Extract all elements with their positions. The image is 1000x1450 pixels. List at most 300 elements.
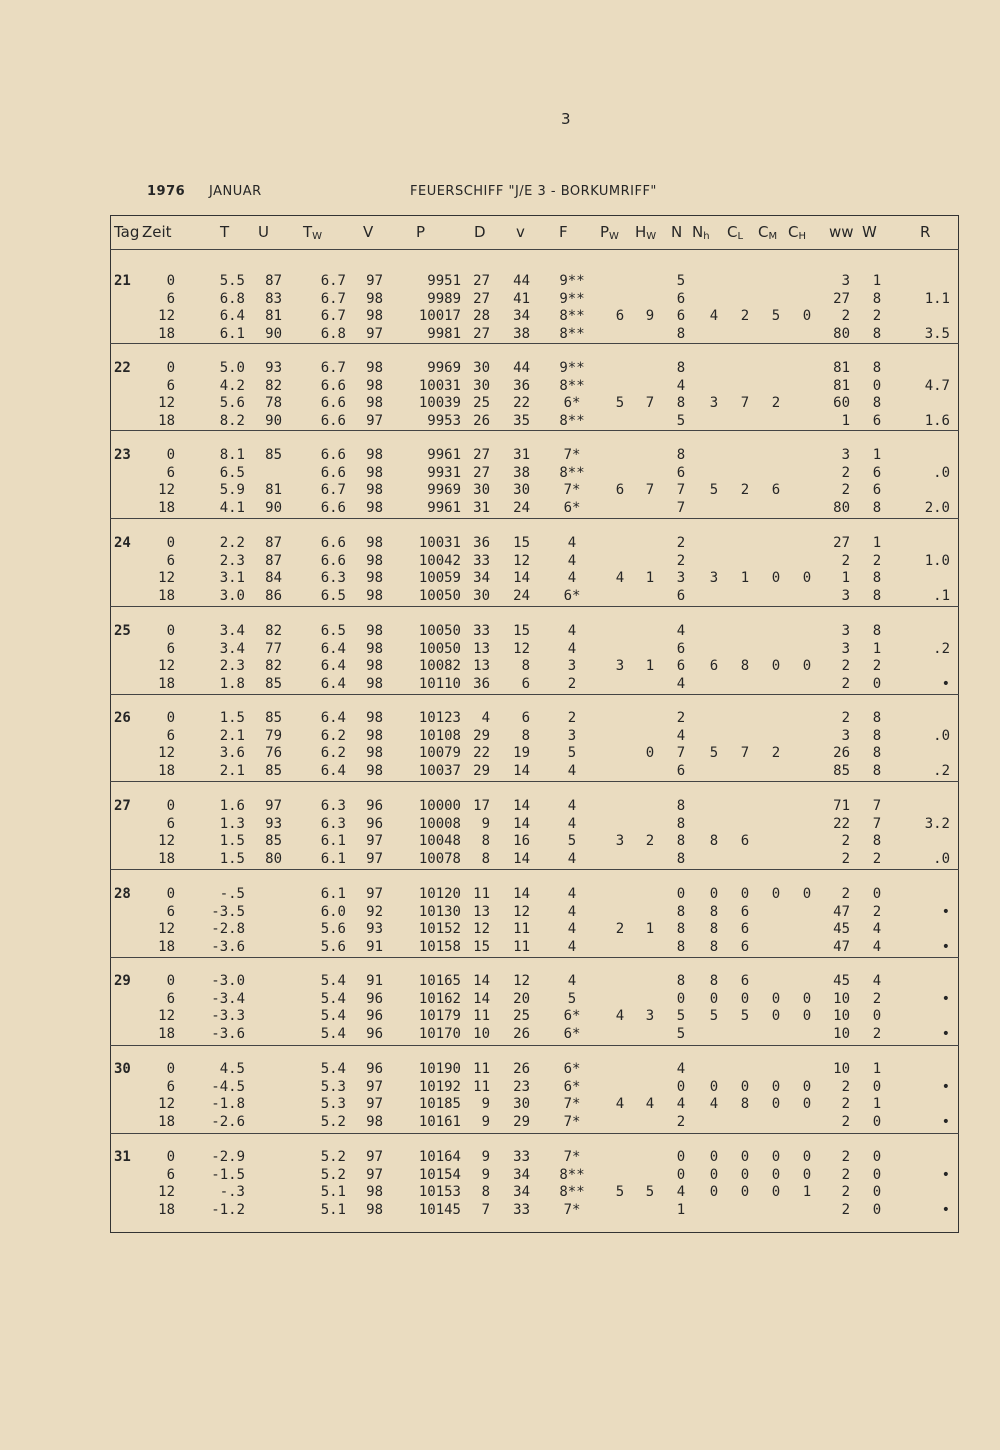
cell-tw: 6.6	[320, 535, 346, 551]
cell-cm: 0	[771, 1184, 781, 1201]
column-header-w: W	[862, 223, 877, 241]
cell-ch: 1	[802, 1184, 812, 1201]
cell-f: 4	[567, 640, 577, 657]
cell-d: 33	[473, 623, 490, 639]
cell-t: -2.6	[211, 1114, 245, 1131]
column-header-cm: $C_M$	[758, 223, 778, 242]
table-row	[110, 762, 959, 780]
cell-r: •	[941, 903, 950, 920]
day-label: 31	[114, 1149, 131, 1165]
cell-nh: 3	[709, 395, 719, 412]
cell-t: -3.5	[211, 903, 245, 920]
cell-d: 30	[473, 360, 490, 376]
cell-d: 9	[481, 1149, 490, 1165]
table-row	[110, 1025, 959, 1043]
cell-t: 8.2	[219, 413, 245, 430]
cell-d: 12	[473, 921, 490, 938]
cell-n: 5	[676, 273, 686, 289]
cell-nh: 5	[709, 745, 719, 762]
cell-n: 0	[676, 1166, 686, 1183]
cell-cl: 0	[740, 990, 750, 1007]
cell-zeit: 6	[166, 1078, 175, 1095]
cell-zeit: 6	[166, 552, 175, 569]
header-year: 1976	[147, 184, 186, 199]
cell-u: 85	[265, 710, 282, 726]
cell-ww: 2	[841, 308, 850, 325]
cell-vv: 97	[366, 851, 383, 868]
cell-cl: 2	[740, 482, 750, 499]
cell-n: 8	[676, 973, 686, 989]
cell-nh: 0	[709, 1078, 719, 1095]
column-header-v: v	[516, 223, 525, 241]
cell-p: 10110	[418, 676, 461, 693]
cell-v: 14	[513, 851, 530, 868]
cell-f: 6*	[563, 588, 581, 605]
cell-v: 11	[513, 921, 530, 938]
cell-ww: 2	[841, 1149, 850, 1165]
cell-zeit: 0	[166, 798, 175, 814]
day-group	[110, 1148, 959, 1228]
cell-ch: 0	[802, 1078, 812, 1095]
cell-ww: 85	[833, 763, 850, 780]
cell-d: 8	[481, 833, 490, 850]
cell-u: 90	[265, 413, 282, 430]
cell-ww: 45	[833, 973, 850, 989]
cell-p: 10108	[418, 727, 461, 744]
table-row	[110, 1095, 959, 1113]
table-row	[110, 1183, 959, 1201]
cell-w: 8	[872, 727, 882, 744]
cell-n: 8	[676, 326, 686, 343]
cell-r: •	[941, 1114, 950, 1131]
cell-n: 4	[676, 1096, 686, 1113]
cell-n: 2	[676, 1114, 686, 1131]
cell-u: 85	[265, 833, 282, 850]
cell-zeit: 12	[158, 658, 175, 675]
page-number: 3	[561, 110, 571, 128]
cell-tw: 6.4	[320, 658, 346, 675]
cell-r: 1.6	[924, 413, 950, 430]
cell-t: 6.8	[219, 290, 245, 307]
table-row	[110, 675, 959, 693]
cell-f: 5	[567, 833, 577, 850]
cell-n: 0	[676, 1078, 686, 1095]
table-row	[110, 797, 959, 815]
cell-zeit: 6	[166, 903, 175, 920]
cell-n: 4	[676, 676, 686, 693]
cell-d: 30	[473, 588, 490, 605]
cell-n: 8	[676, 798, 686, 814]
cell-r: •	[941, 1026, 950, 1043]
cell-d: 27	[473, 464, 490, 481]
cell-nh: 0	[709, 1184, 719, 1201]
cell-f: 4	[567, 552, 577, 569]
cell-ww: 3	[841, 273, 850, 289]
cell-tw: 6.0	[320, 903, 346, 920]
cell-zeit: 18	[158, 500, 175, 517]
cell-vv: 96	[366, 815, 383, 832]
cell-p: 10017	[418, 308, 461, 325]
cell-t: -3.6	[211, 939, 245, 956]
cell-w: 1	[872, 640, 882, 657]
cell-cl: 0	[740, 1184, 750, 1201]
cell-zeit: 18	[158, 851, 175, 868]
cell-v: 34	[513, 308, 530, 325]
cell-zeit: 6	[166, 290, 175, 307]
cell-d: 8	[481, 851, 490, 868]
cell-zeit: 0	[166, 273, 175, 289]
table-row	[110, 307, 959, 325]
cell-tw: 6.3	[320, 798, 346, 814]
cell-t: 4.1	[219, 500, 245, 517]
table-row	[110, 938, 959, 956]
cell-nh: 8	[709, 921, 719, 938]
cell-vv: 98	[366, 570, 383, 587]
cell-v: 23	[513, 1078, 530, 1095]
cell-zeit: 18	[158, 763, 175, 780]
cell-n: 6	[676, 464, 686, 481]
cell-zeit: 0	[166, 360, 175, 376]
cell-r: .0	[933, 851, 950, 868]
column-header-tw: $T_W$	[303, 223, 323, 242]
cell-n: 8	[676, 939, 686, 956]
cell-vv: 98	[366, 535, 383, 551]
cell-f: 8**	[559, 1166, 585, 1183]
cell-ch: 0	[802, 886, 812, 902]
cell-f: 9**	[559, 360, 585, 376]
cell-ww: 47	[833, 903, 850, 920]
cell-zeit: 6	[166, 464, 175, 481]
cell-vv: 97	[366, 833, 383, 850]
cell-p: 10078	[418, 851, 461, 868]
table-row	[110, 481, 959, 499]
cell-f: 4	[567, 798, 577, 814]
cell-p: 10050	[418, 623, 461, 639]
cell-p: 10037	[418, 763, 461, 780]
cell-w: 2	[872, 308, 882, 325]
cell-tw: 6.5	[320, 588, 346, 605]
cell-w: 2	[872, 658, 882, 675]
cell-w: 2	[872, 903, 882, 920]
cell-p: 10059	[418, 570, 461, 587]
cell-t: 1.3	[219, 815, 245, 832]
cell-nh: 5	[709, 482, 719, 499]
cell-n: 4	[676, 623, 686, 639]
cell-tw: 6.7	[320, 273, 346, 289]
cell-p: 10153	[418, 1184, 461, 1201]
cell-u: 85	[265, 447, 282, 463]
cell-t: 6.1	[219, 326, 245, 343]
cell-r: 4.7	[924, 377, 950, 394]
cell-p: 9989	[427, 290, 461, 307]
cell-d: 15	[473, 939, 490, 956]
table-row	[110, 1078, 959, 1096]
cell-nh: 0	[709, 1149, 719, 1165]
cell-d: 9	[481, 1166, 490, 1183]
table-row	[110, 394, 959, 412]
cell-ch: 0	[802, 308, 812, 325]
cell-u: 84	[265, 570, 282, 587]
cell-f: 4	[567, 886, 577, 902]
cell-w: 1	[872, 273, 882, 289]
cell-v: 34	[513, 1166, 530, 1183]
cell-v: 33	[513, 1149, 530, 1165]
cell-u: 87	[265, 535, 282, 551]
cell-zeit: 18	[158, 676, 175, 693]
cell-zeit: 6	[166, 990, 175, 1007]
cell-u: 90	[265, 326, 282, 343]
cell-f: 6*	[563, 500, 581, 517]
cell-nh: 8	[709, 903, 719, 920]
cell-ww: 81	[833, 360, 850, 376]
cell-v: 33	[513, 1202, 530, 1219]
cell-n: 6	[676, 640, 686, 657]
cell-tw: 5.4	[320, 1061, 346, 1077]
cell-t: 1.8	[219, 676, 245, 693]
table-row	[110, 1166, 959, 1184]
cell-u: 77	[265, 640, 282, 657]
cell-cl: 2	[740, 308, 750, 325]
cell-f: 8**	[559, 1184, 585, 1201]
cell-u: 79	[265, 727, 282, 744]
cell-cl: 0	[740, 1149, 750, 1165]
cell-w: 1	[872, 1096, 882, 1113]
cell-v: 44	[513, 360, 530, 376]
cell-ww: 1	[841, 570, 850, 587]
cell-ch: 0	[802, 1149, 812, 1165]
table-row	[110, 850, 959, 868]
cell-n: 5	[676, 1026, 686, 1043]
cell-d: 34	[473, 570, 490, 587]
cell-p: 10039	[418, 395, 461, 412]
cell-ww: 2	[841, 710, 850, 726]
cell-w: 8	[872, 570, 882, 587]
cell-vv: 98	[366, 308, 383, 325]
cell-f: 7*	[563, 482, 581, 499]
cell-p: 10162	[418, 990, 461, 1007]
cell-d: 13	[473, 903, 490, 920]
cell-w: 8	[872, 395, 882, 412]
cell-w: 1	[872, 535, 882, 551]
cell-t: -3.6	[211, 1026, 245, 1043]
day-label: 28	[114, 886, 131, 902]
cell-vv: 97	[366, 1078, 383, 1095]
cell-cl: 0	[740, 1078, 750, 1095]
cell-vv: 97	[366, 413, 383, 430]
cell-d: 26	[473, 413, 490, 430]
cell-u: 82	[265, 377, 282, 394]
table-row	[110, 832, 959, 850]
cell-tw: 6.2	[320, 727, 346, 744]
cell-ww: 2	[841, 886, 850, 902]
cell-tw: 5.4	[320, 1008, 346, 1025]
table-row	[110, 744, 959, 762]
cell-vv: 97	[366, 1149, 383, 1165]
table-row	[110, 727, 959, 745]
cell-zeit: 6	[166, 377, 175, 394]
cell-f: 4	[567, 570, 577, 587]
cell-r: •	[941, 1166, 950, 1183]
cell-vv: 98	[366, 1114, 383, 1131]
cell-nh: 8	[709, 833, 719, 850]
column-header-ww: ww	[829, 223, 854, 241]
cell-cm: 0	[771, 1149, 781, 1165]
cell-v: 44	[513, 273, 530, 289]
cell-v: 11	[513, 939, 530, 956]
cell-ww: 2	[841, 482, 850, 499]
cell-tw: 5.3	[320, 1078, 346, 1095]
cell-ww: 3	[841, 727, 850, 744]
cell-vv: 98	[366, 1184, 383, 1201]
cell-w: 7	[872, 815, 882, 832]
cell-ww: 2	[841, 676, 850, 693]
cell-v: 26	[513, 1026, 530, 1043]
cell-d: 29	[473, 763, 490, 780]
cell-n: 4	[676, 377, 686, 394]
cell-t: 6.5	[219, 464, 245, 481]
cell-w: 0	[872, 1149, 882, 1165]
column-header-ch: $C_H$	[788, 223, 807, 242]
cell-p: 10050	[418, 640, 461, 657]
table-row	[110, 885, 959, 903]
cell-vv: 98	[366, 360, 383, 376]
cell-nh: 8	[709, 973, 719, 989]
cell-t: 5.9	[219, 482, 245, 499]
cell-ch: 0	[802, 1008, 812, 1025]
cell-w: 0	[872, 1166, 882, 1183]
cell-t: 5.0	[219, 360, 245, 376]
cell-ww: 26	[833, 745, 850, 762]
cell-r: .0	[933, 464, 950, 481]
cell-tw: 5.1	[320, 1202, 346, 1219]
cell-tw: 6.3	[320, 815, 346, 832]
day-label: 27	[114, 798, 131, 814]
cell-zeit: 12	[158, 1184, 175, 1201]
cell-tw: 6.6	[320, 395, 346, 412]
cell-hw: 1	[645, 658, 655, 675]
cell-w: 1	[872, 447, 882, 463]
cell-tw: 6.6	[320, 447, 346, 463]
cell-zeit: 18	[158, 1026, 175, 1043]
cell-d: 9	[481, 1096, 490, 1113]
cell-t: 1.6	[219, 798, 245, 814]
cell-n: 3	[676, 570, 686, 587]
cell-zeit: 12	[158, 1096, 175, 1113]
table-row	[110, 990, 959, 1008]
cell-tw: 5.4	[320, 973, 346, 989]
table-row	[110, 377, 959, 395]
table-row	[110, 1148, 959, 1166]
cell-t: 2.1	[219, 763, 245, 780]
cell-vv: 96	[366, 1008, 383, 1025]
cell-u: 85	[265, 763, 282, 780]
cell-d: 30	[473, 482, 490, 499]
cell-ww: 27	[833, 535, 850, 551]
cell-n: 8	[676, 447, 686, 463]
cell-u: 86	[265, 588, 282, 605]
table-row	[110, 290, 959, 308]
cell-n: 7	[676, 745, 686, 762]
cell-r: •	[941, 990, 950, 1007]
cell-vv: 98	[366, 482, 383, 499]
cell-nh: 6	[709, 658, 719, 675]
cell-ww: 2	[841, 1114, 850, 1131]
cell-vv: 98	[366, 464, 383, 481]
cell-n: 4	[676, 727, 686, 744]
cell-ww: 1	[841, 413, 850, 430]
cell-ww: 3	[841, 640, 850, 657]
cell-cm: 0	[771, 1166, 781, 1183]
cell-zeit: 0	[166, 710, 175, 726]
cell-d: 11	[473, 1008, 490, 1025]
cell-w: 6	[872, 482, 882, 499]
cell-d: 4	[481, 710, 490, 726]
cell-p: 10123	[418, 710, 461, 726]
cell-tw: 6.4	[320, 640, 346, 657]
cell-d: 14	[473, 990, 490, 1007]
column-header-vv: V	[363, 223, 374, 241]
cell-tw: 6.2	[320, 745, 346, 762]
cell-tw: 5.2	[320, 1114, 346, 1131]
cell-n: 1	[676, 1202, 686, 1219]
cell-n: 4	[676, 1184, 686, 1201]
cell-u: 90	[265, 500, 282, 517]
cell-p: 9953	[427, 413, 461, 430]
cell-w: 8	[872, 833, 882, 850]
cell-d: 8	[481, 1184, 490, 1201]
cell-n: 6	[676, 290, 686, 307]
cell-r: •	[941, 1202, 950, 1219]
cell-n: 2	[676, 552, 686, 569]
cell-r: 2.0	[924, 500, 950, 517]
cell-n: 2	[676, 710, 686, 726]
cell-r: .2	[933, 763, 950, 780]
cell-zeit: 18	[158, 588, 175, 605]
cell-vv: 98	[366, 727, 383, 744]
cell-n: 0	[676, 886, 686, 902]
cell-n: 8	[676, 851, 686, 868]
cell-tw: 5.2	[320, 1149, 346, 1165]
cell-f: 4	[567, 815, 577, 832]
cell-hw: 2	[645, 833, 655, 850]
column-header-hw: $H_W$	[635, 223, 657, 242]
table-row	[110, 972, 959, 990]
cell-hw: 9	[645, 308, 655, 325]
cell-d: 9	[481, 815, 490, 832]
cell-ww: 2	[841, 833, 850, 850]
cell-f: 3	[567, 727, 577, 744]
cell-d: 31	[473, 500, 490, 517]
cell-nh: 3	[709, 570, 719, 587]
cell-p: 9951	[427, 273, 461, 289]
cell-p: 10192	[418, 1078, 461, 1095]
cell-t: 3.0	[219, 588, 245, 605]
day-group	[110, 359, 959, 439]
cell-f: 8**	[559, 377, 585, 394]
column-header-r: R	[920, 223, 931, 241]
cell-v: 30	[513, 482, 530, 499]
cell-f: 8**	[559, 326, 585, 343]
cell-n: 0	[676, 990, 686, 1007]
cell-w: 0	[872, 1114, 882, 1131]
cell-v: 38	[513, 464, 530, 481]
cell-d: 11	[473, 886, 490, 902]
cell-r: •	[941, 676, 950, 693]
cell-p: 10031	[418, 377, 461, 394]
column-header-d: D	[474, 223, 486, 241]
cell-nh: 0	[709, 886, 719, 902]
cell-w: 0	[872, 886, 882, 902]
